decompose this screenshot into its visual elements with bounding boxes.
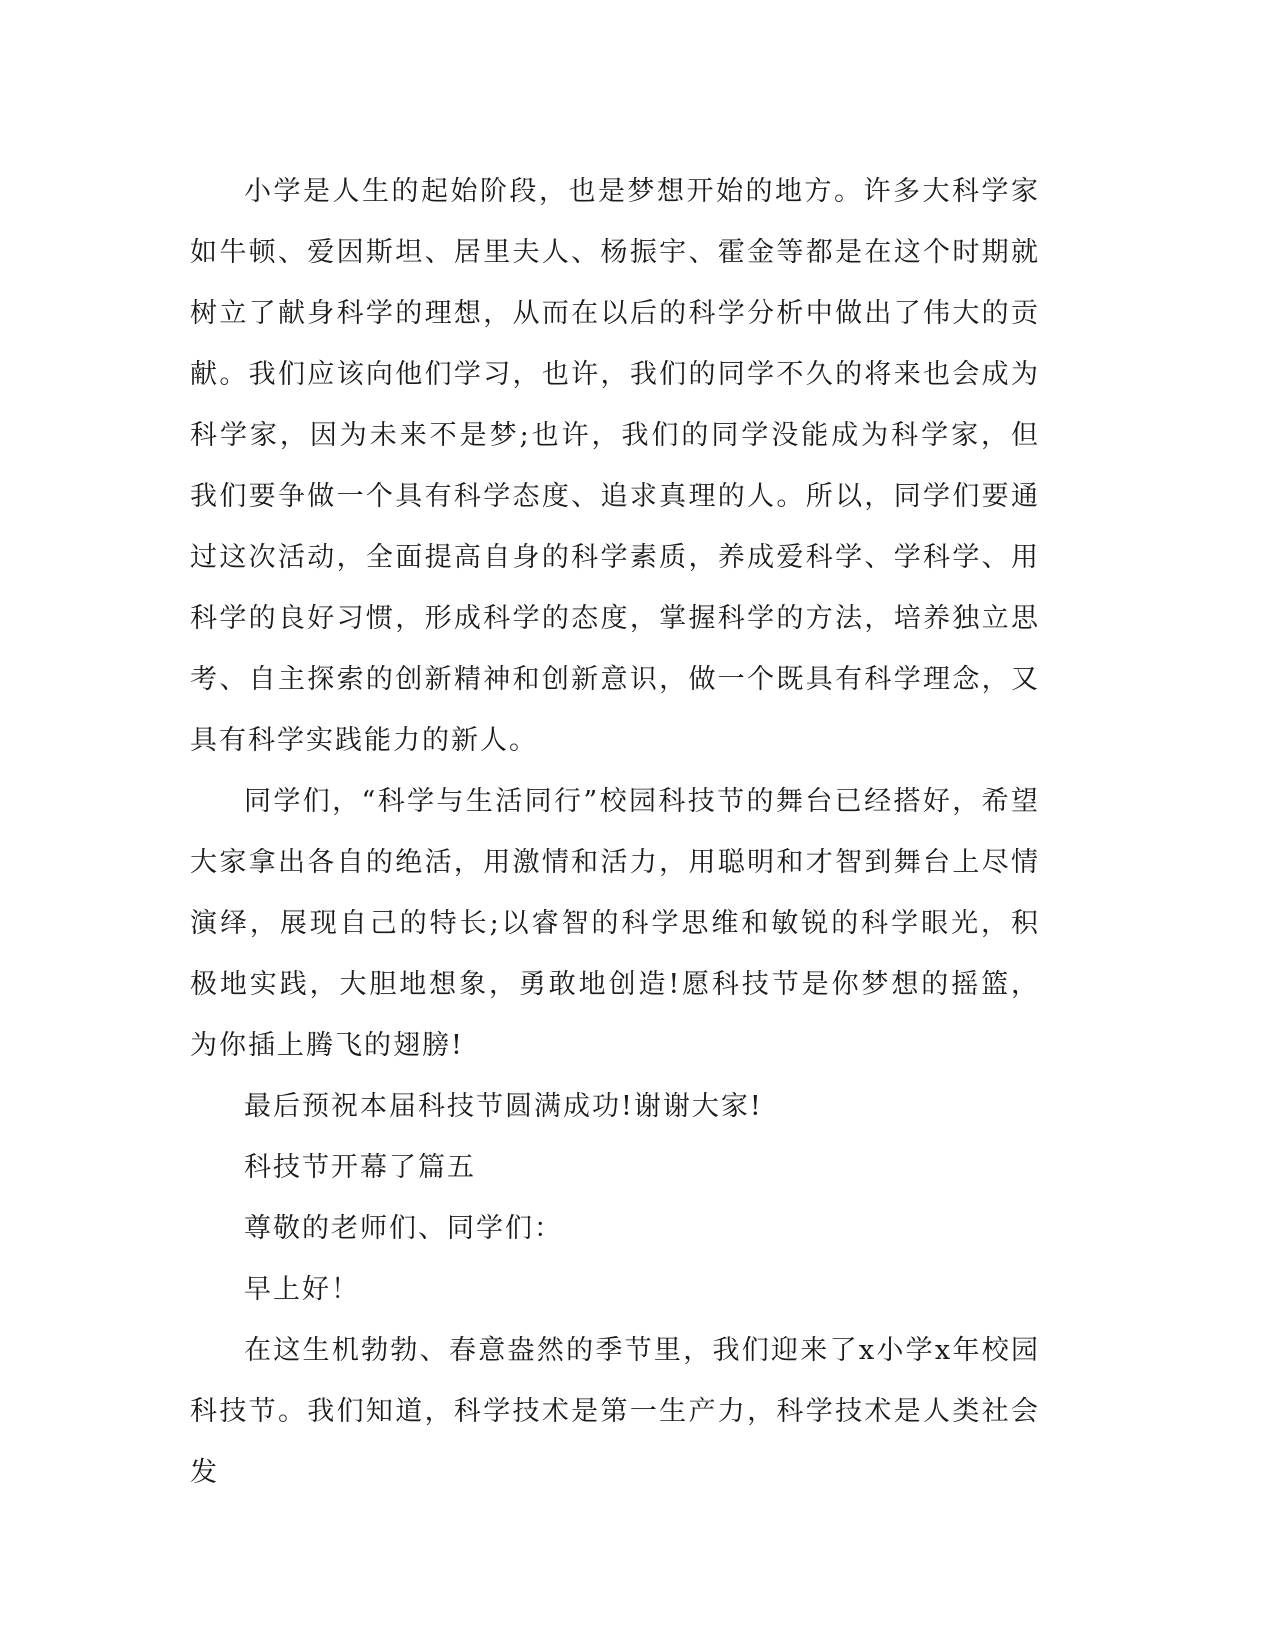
document-body <box>190 161 1040 1503</box>
paragraph-festival-stage: 同学们，“科学与生活同行”校园科技节的舞台已经搭好，希望大家拿出各自的绝活，用激情和活力，用聪明和才智到舞台上尽情演绎，展现自己的特长;以睿智的科学思维和敏锐的科学眼光，积极地实践，大胆地想象，勇敢地创造!愿科技节是你梦想的摇篮，为你插上腾飞的翅膀! <box>190 786 1040 1061</box>
paragraph-science-dream: 小学是人生的起始阶段，也是梦想开始的地方。许多大科学家如牛顿、爱因斯坦、居里夫人、杨振宇、霍金等都是在这个时期就树立了献身科学的理想，从而在以后的科学分析中做出了伟大的贡献。我们应该向他们学习，也许，我们的同学不久的将来也会成为科学家，因为未来不是梦;也许，我们的同学没能成为科学家，但我们要争做一个具有科学态度、追求真理的人。所以，同学们要通过这次活动，全面提高自身的科学素质，养成爱科学、学科学、用科学的良好习惯，形成科学的态度，掌握科学的方法，培养独立思考、自主探索的创新精神和创新意识，做一个既具有科学理念，又具有科学实践能力的新人。 <box>190 176 1040 756</box>
greeting: 早上好！ <box>244 1274 360 1305</box>
paragraph-closing-wishes: 最后预祝本届科技节圆满成功!谢谢大家! <box>244 1091 763 1122</box>
paragraph-opening: 在这生机勃勃、春意盎然的季节里，我们迎来了x小学x年校园科技节。我们知道，科学技术是第一生产力，科学技术是人类社会发 <box>190 1335 1040 1488</box>
salutation: 尊敬的老师们、同学们： <box>244 1213 563 1244</box>
section-heading: 科技节开幕了篇五 <box>244 1152 476 1183</box>
